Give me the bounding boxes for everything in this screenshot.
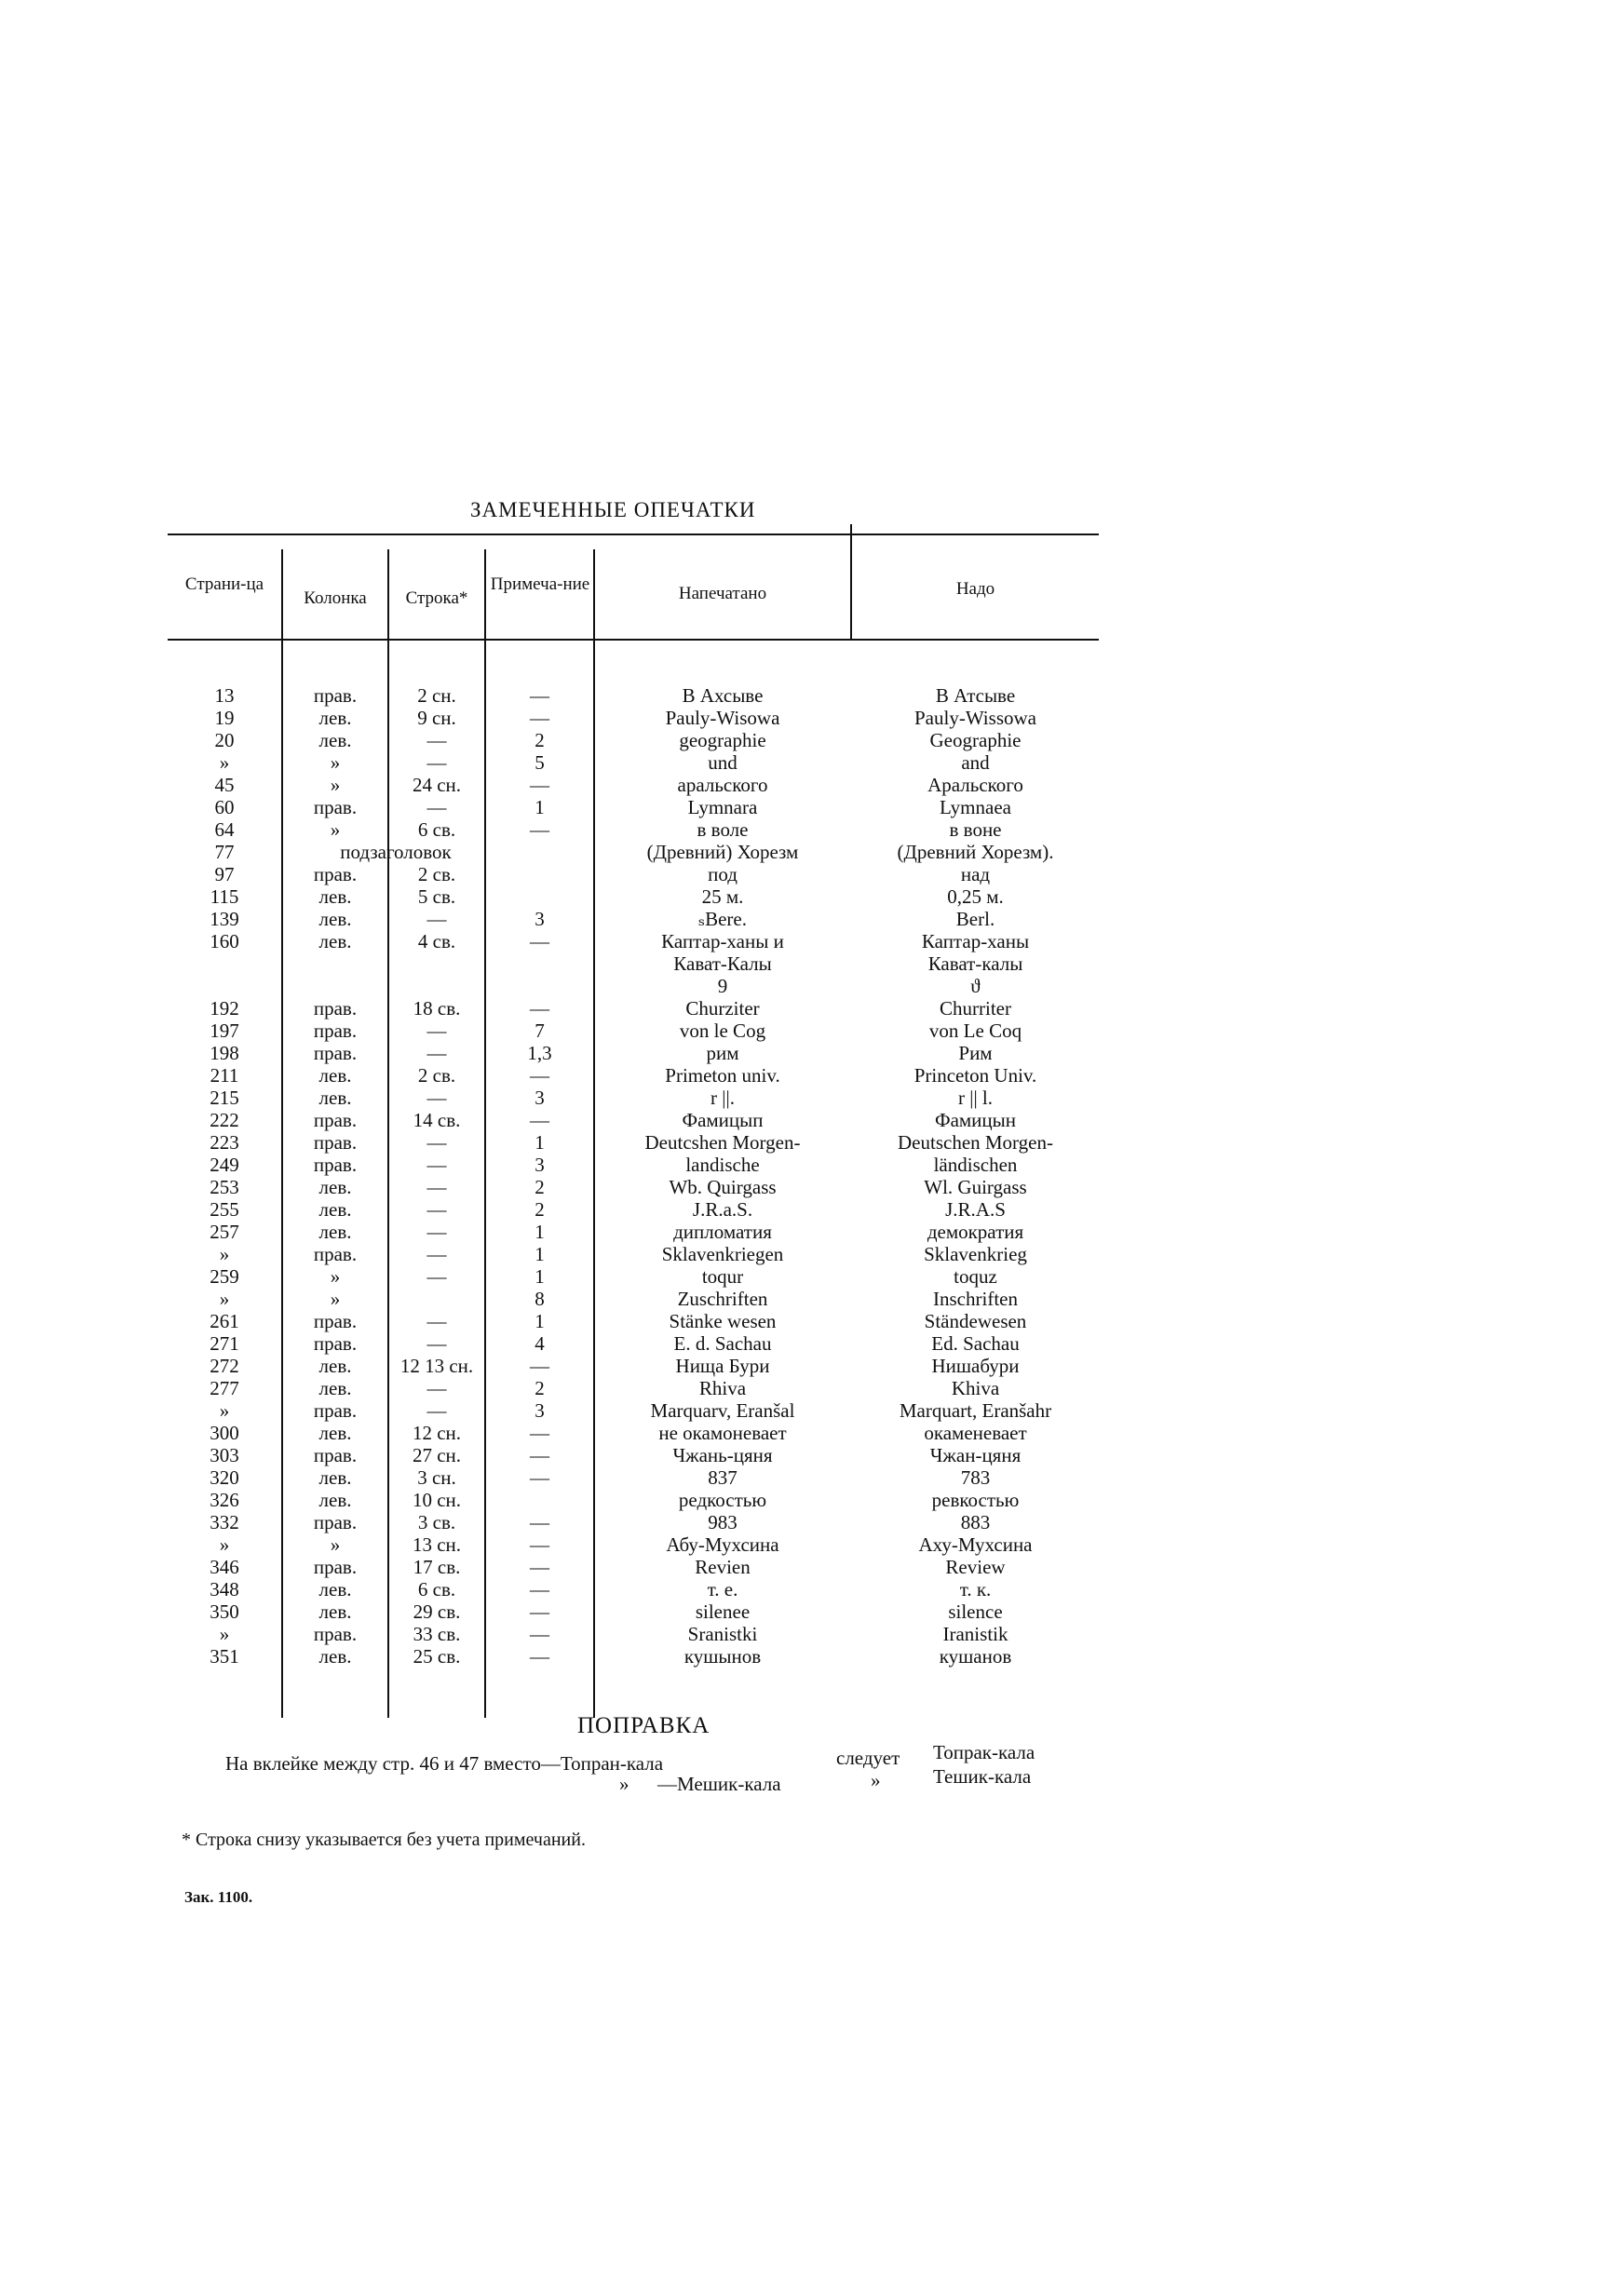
correction-line2-left: »	[619, 1773, 629, 1795]
cell-note: 8	[535, 1288, 545, 1310]
cell-column: лев.	[318, 729, 352, 751]
cell-correct: and	[961, 751, 990, 774]
cell-note: —	[530, 1533, 549, 1556]
cell-correct: 883	[960, 1511, 991, 1533]
cell-line: —	[426, 751, 447, 774]
correction-line1-left: На вклейке между стр. 46 и 47 вместо—Топран-кала	[225, 1752, 664, 1775]
cell-column: »	[330, 774, 341, 796]
cell-printed: Primeton univ.	[665, 1064, 780, 1087]
cell-page: »	[219, 1533, 230, 1556]
cell-note: —	[530, 997, 549, 1020]
cell-column: лев.	[318, 1176, 352, 1198]
cell-note: —	[530, 684, 549, 707]
cell-correct: Inschriften	[933, 1288, 1018, 1310]
cell-page: 97	[214, 863, 235, 885]
cell-correct: Geographie	[929, 729, 1022, 751]
cell-column: лев.	[318, 930, 352, 952]
header-column: Колонка	[304, 588, 367, 608]
cell-printed: toqur	[701, 1265, 744, 1288]
cell-note: —	[530, 930, 549, 952]
cell-page: 350	[210, 1600, 239, 1623]
cell-line: 10 сн.	[412, 1489, 462, 1511]
cell-page: 346	[210, 1556, 239, 1578]
cell-correct: ревкостью	[931, 1489, 1020, 1511]
cell-column: прав.	[313, 1020, 358, 1042]
cell-page: 271	[210, 1332, 239, 1355]
cell-printed: Нища Бури	[675, 1355, 770, 1377]
cell-printed: 25 м.	[701, 885, 744, 908]
cell-line: 33 св.	[413, 1623, 461, 1645]
cell-page: 261	[210, 1310, 239, 1332]
cell-line: 6 св.	[417, 1578, 456, 1600]
cell-line: 24 сн.	[412, 774, 462, 796]
cell-note: 2	[535, 729, 545, 751]
cell-page: 223	[210, 1131, 239, 1154]
cell-note: 1	[535, 796, 545, 818]
cell-page: 320	[210, 1466, 239, 1489]
cell-note: 1	[535, 1243, 545, 1265]
cell-note: —	[530, 1645, 549, 1668]
cell-column: лев.	[318, 1489, 352, 1511]
cell-column: лев.	[318, 1377, 352, 1399]
cell-column: прав.	[313, 1131, 358, 1154]
cell-column: лев.	[318, 1600, 352, 1623]
cell-correct: Ed. Sachau	[931, 1332, 1020, 1355]
correction-title: ПОПРАВКА	[577, 1713, 710, 1738]
cell-column: прав.	[313, 1042, 358, 1064]
cell-line: 5 св.	[417, 885, 456, 908]
cell-column: лев.	[318, 1466, 352, 1489]
cell-column: лев.	[318, 1087, 352, 1109]
cell-page: 255	[210, 1198, 239, 1221]
cell-column: прав.	[313, 1154, 358, 1176]
cell-note: —	[530, 1355, 549, 1377]
cell-printed: ₛBere.	[698, 908, 747, 930]
cell-line: —	[426, 1310, 447, 1332]
cell-correct: Sklavenkrieg	[924, 1243, 1027, 1265]
cell-page: 19	[214, 707, 235, 729]
cell-note: —	[530, 1511, 549, 1533]
cell-printed: дипломатия	[673, 1221, 772, 1243]
cell-printed: E. d. Sachau	[673, 1332, 772, 1355]
cell-correct: (Древний Хорезм).	[897, 841, 1054, 863]
cell-line: —	[426, 1131, 447, 1154]
cell-printed: не окамоневает	[658, 1422, 787, 1444]
cell-line: 17 св.	[413, 1556, 461, 1578]
cell-note: 1	[535, 1131, 545, 1154]
correction-line2-right: Тешик-кала	[933, 1765, 1032, 1788]
cell-line: —	[426, 1176, 447, 1198]
cell-column: прав.	[313, 1310, 358, 1332]
cell-page: 332	[210, 1511, 239, 1533]
cell-correct: J.R.A.S	[945, 1198, 1006, 1221]
cell-page: 257	[210, 1221, 239, 1243]
cell-correct: Review	[945, 1556, 1006, 1578]
cell-note: —	[530, 1064, 549, 1087]
cell-printed: т. е.	[707, 1578, 738, 1600]
cell-correct: Churriter	[940, 997, 1011, 1020]
cell-line: 29 св.	[413, 1600, 461, 1623]
cell-column: лев.	[318, 885, 352, 908]
order-number: Зак. 1100.	[184, 1888, 253, 1906]
cell-page: 277	[210, 1377, 239, 1399]
cell-note: —	[530, 1422, 549, 1444]
cell-correct: Аху-Мухсина	[918, 1533, 1033, 1556]
cell-note: 7	[535, 1020, 545, 1042]
cell-note: 3	[535, 908, 545, 930]
cell-column: прав.	[313, 1243, 358, 1265]
cell-line: —	[426, 1042, 447, 1064]
cell-page: 300	[210, 1422, 239, 1444]
cell-column: »	[330, 751, 341, 774]
header-rule	[168, 639, 1099, 641]
cell-line: —	[426, 1243, 447, 1265]
cell-printed: landische	[685, 1154, 760, 1176]
cell-correct: von Le Coq	[928, 1020, 1022, 1042]
cell-correct: silence	[948, 1600, 1003, 1623]
cell-page: 77	[214, 841, 235, 863]
cell-page: »	[219, 751, 230, 774]
cell-printed: Rhiva	[698, 1377, 747, 1399]
cell-printed: silenee	[695, 1600, 751, 1623]
header-correct: Надо	[955, 579, 995, 599]
cell-line: 2 св.	[417, 863, 456, 885]
cell-note: 1,3	[527, 1042, 552, 1064]
cell-column: лев.	[318, 1422, 352, 1444]
cell-printed: Абу-Мухсина	[666, 1533, 779, 1556]
cell-line: —	[426, 1265, 447, 1288]
cell-note: 1	[535, 1265, 545, 1288]
cell-note: 2	[535, 1198, 545, 1221]
cell-correct: кушанов	[939, 1645, 1012, 1668]
cell-page: 253	[210, 1176, 239, 1198]
correction-line2-ditto: »	[871, 1769, 881, 1791]
cell-correct: Marquart, Eranšahr	[899, 1399, 1052, 1422]
cell-column: »	[330, 1533, 341, 1556]
cell-note: —	[530, 1600, 549, 1623]
cell-page: 215	[210, 1087, 239, 1109]
cell-page: 326	[210, 1489, 239, 1511]
cell-printed: Zuschriften	[677, 1288, 768, 1310]
cell-correct: Khiva	[951, 1377, 1000, 1399]
cell-line: 13 сн.	[412, 1533, 462, 1556]
cell-printed: в воле	[697, 818, 749, 841]
cell-column: прав.	[313, 1511, 358, 1533]
cell-printed: 9	[717, 975, 728, 997]
cell-line: —	[426, 796, 447, 818]
cell-note: —	[530, 1578, 549, 1600]
cell-note: —	[530, 818, 549, 841]
cell-line: 6 св.	[417, 818, 456, 841]
cell-printed: Revien	[695, 1556, 751, 1578]
cell-page: »	[219, 1399, 230, 1422]
cell-page: 348	[210, 1578, 239, 1600]
cell-line: 2 сн.	[417, 684, 456, 707]
cell-printed: und	[708, 751, 738, 774]
cell-line: 4 св.	[417, 930, 456, 952]
cell-printed: Churziter	[685, 997, 760, 1020]
cell-correct: Каптар-ханы	[921, 930, 1030, 952]
cell-column: »	[330, 1288, 341, 1310]
cell-line: 18 св.	[413, 997, 461, 1020]
cell-page: 303	[210, 1444, 239, 1466]
cell-column: лев.	[318, 1645, 352, 1668]
cell-printed: Кават-Калы	[673, 952, 772, 975]
cell-column: прав.	[313, 1332, 358, 1355]
cell-printed: Deutcshen Morgen-	[644, 1131, 801, 1154]
cell-column: лев.	[318, 707, 352, 729]
cell-correct: т. к.	[959, 1578, 992, 1600]
cell-page: 211	[210, 1064, 239, 1087]
cell-column: прав.	[313, 1109, 358, 1131]
cell-page: 20	[214, 729, 235, 751]
cell-line: —	[426, 1332, 447, 1355]
cell-column: »	[330, 818, 341, 841]
cell-page: »	[219, 1288, 230, 1310]
cell-page: 272	[210, 1355, 239, 1377]
cell-correct: В Атсыве	[935, 684, 1016, 707]
cell-printed: geographie	[679, 729, 766, 751]
cell-note: 1	[535, 1221, 545, 1243]
cell-printed: редкостью	[678, 1489, 767, 1511]
cell-printed: J.R.a.S.	[692, 1198, 753, 1221]
cell-note: —	[530, 1109, 549, 1131]
cell-note: 2	[535, 1377, 545, 1399]
cell-line: —	[426, 1087, 447, 1109]
cell-correct: окаменевает	[924, 1422, 1027, 1444]
cell-column: лев.	[318, 1064, 352, 1087]
cell-printed: Marquarv, Eranšal	[650, 1399, 795, 1422]
cell-note: —	[530, 774, 549, 796]
cell-printed: кушынов	[683, 1645, 762, 1668]
cell-printed: Каптар-ханы и	[661, 930, 784, 952]
cell-correct: Pauly-Wissowa	[914, 707, 1036, 729]
cell-line: —	[426, 1399, 447, 1422]
cell-note: 4	[535, 1332, 545, 1355]
cell-note: 3	[535, 1154, 545, 1176]
cell-line: 27 сн.	[412, 1444, 462, 1466]
cell-correct: над	[960, 863, 991, 885]
cell-note: —	[530, 1466, 549, 1489]
cell-note: —	[530, 1623, 549, 1645]
header-printed: Напечатано	[678, 584, 767, 603]
cell-page: 64	[214, 818, 235, 841]
cell-correct: Ständewesen	[924, 1310, 1027, 1332]
cell-note: 1	[535, 1310, 545, 1332]
cell-page: 198	[210, 1042, 239, 1064]
cell-correct: ländischen	[933, 1154, 1018, 1176]
cell-correct: r || l.	[958, 1087, 993, 1109]
cell-note: 2	[535, 1176, 545, 1198]
cell-correct: Кават-калы	[927, 952, 1023, 975]
cell-page: 259	[210, 1265, 239, 1288]
cell-correct: Wl. Guirgass	[924, 1176, 1027, 1198]
cell-line: 3 сн.	[417, 1466, 456, 1489]
cell-correct: Berl.	[955, 908, 995, 930]
cell-line: —	[426, 729, 447, 751]
cell-line: 2 св.	[417, 1064, 456, 1087]
cell-page: 139	[210, 908, 239, 930]
cell-note: 5	[535, 751, 545, 774]
cell-printed: (Древний) Хорезм	[646, 841, 799, 863]
cell-printed: под	[708, 863, 738, 885]
correction-line1-mid: следует	[836, 1747, 900, 1769]
cell-note: 3	[535, 1087, 545, 1109]
cell-correct: Deutschen Morgen-	[898, 1131, 1053, 1154]
cell-note: —	[530, 1444, 549, 1466]
cell-page: 60	[214, 796, 235, 818]
cell-column: лев.	[318, 1198, 352, 1221]
cell-page: 13	[214, 684, 235, 707]
cell-line: —	[426, 1377, 447, 1399]
cell-printed: r ||.	[710, 1087, 735, 1109]
cell-line: 9 сн.	[417, 707, 456, 729]
cell-correct: Нишабури	[931, 1355, 1020, 1377]
cell-column: лев.	[318, 1355, 352, 1377]
cell-page: 351	[210, 1645, 239, 1668]
header-line: Строка*	[405, 588, 468, 608]
top-rule	[168, 533, 1099, 535]
correction-line2-mid: —Мешик-кала	[657, 1773, 781, 1795]
cell-column: прав.	[313, 684, 358, 707]
header-page: Страни-ца	[184, 574, 264, 594]
cell-line: 12 сн.	[412, 1422, 462, 1444]
cell-line: 14 св.	[413, 1109, 461, 1131]
cell-page: 45	[214, 774, 235, 796]
cell-correct: Аральского	[927, 774, 1023, 796]
cell-note: —	[530, 1556, 549, 1578]
cell-printed: von le Cog	[679, 1020, 766, 1042]
cell-printed: 983	[708, 1511, 738, 1533]
cell-correct: Рим	[958, 1042, 993, 1064]
cell-correct: Фамицын	[934, 1109, 1017, 1131]
page-title: ЗАМЕЧЕННЫЕ ОПЕЧАТКИ	[470, 498, 756, 521]
cell-printed: аральского	[677, 774, 768, 796]
cell-column: прав.	[313, 1556, 358, 1578]
cell-line: —	[426, 1020, 447, 1042]
header-note: Примеча-ние	[490, 574, 590, 594]
cell-column: лев.	[318, 908, 352, 930]
cell-printed: Wb. Quirgass	[669, 1176, 777, 1198]
correction-line1-right: Топрак-кала	[933, 1741, 1035, 1763]
cell-correct: toquz	[954, 1265, 997, 1288]
cell-printed: Чжань-цяня	[672, 1444, 773, 1466]
cell-printed: рим	[706, 1042, 739, 1064]
cell-printed: Sklavenkriegen	[661, 1243, 784, 1265]
cell-column: лев.	[318, 1578, 352, 1600]
cell-column: прав.	[313, 796, 358, 818]
cell-line: —	[426, 1221, 447, 1243]
cell-page: »	[219, 1243, 230, 1265]
cell-correct: демократия	[927, 1221, 1024, 1243]
cell-page: 160	[210, 930, 239, 952]
cell-printed: 837	[708, 1466, 738, 1489]
cell-page: 222	[210, 1109, 239, 1131]
cell-correct: 783	[960, 1466, 991, 1489]
cell-correct: 0,25 м.	[947, 885, 1004, 908]
cell-column: прав.	[313, 1623, 358, 1645]
cell-page: 249	[210, 1154, 239, 1176]
cell-column: прав.	[313, 863, 358, 885]
cell-printed: Фамицып	[682, 1109, 764, 1131]
errata-table	[168, 535, 1110, 1718]
cell-correct: Princeton Univ.	[914, 1064, 1037, 1087]
cell-printed: В Ахсыве	[682, 684, 764, 707]
cell-line: —	[426, 1154, 447, 1176]
cell-column: прав.	[313, 1399, 358, 1422]
cell-correct: в воне	[949, 818, 1002, 841]
cell-correct: Lymnaea	[940, 796, 1011, 818]
cell-page: »	[219, 1623, 230, 1645]
cell-printed: Sranistki	[687, 1623, 758, 1645]
cell-page: 197	[210, 1020, 239, 1042]
cell-note: 3	[535, 1399, 545, 1422]
cell-correct: Чжан-цяня	[929, 1444, 1022, 1466]
cell-line: 25 св.	[413, 1645, 461, 1668]
cell-line: 3 св.	[417, 1511, 456, 1533]
cell-column: лев.	[318, 1221, 352, 1243]
cell-column: прав.	[313, 997, 358, 1020]
cell-correct: Iranistik	[942, 1623, 1008, 1645]
cell-page: 192	[210, 997, 239, 1020]
cell-column: »	[330, 1265, 341, 1288]
cell-line: 12 13 сн.	[399, 1355, 474, 1377]
cell-printed: Pauly-Wisowa	[665, 707, 780, 729]
cell-line: —	[426, 1198, 447, 1221]
footnote: * Строка снизу указывается без учета примечаний.	[182, 1830, 586, 1850]
cell-note: —	[530, 707, 549, 729]
cell-column: подзаголовок	[340, 841, 452, 863]
cell-printed: Stänke wesen	[669, 1310, 777, 1332]
cell-correct: ϑ	[970, 975, 981, 997]
cell-column: прав.	[313, 1444, 358, 1466]
cell-page: 115	[210, 885, 239, 908]
cell-printed: Lymnara	[687, 796, 758, 818]
cell-line: —	[426, 908, 447, 930]
